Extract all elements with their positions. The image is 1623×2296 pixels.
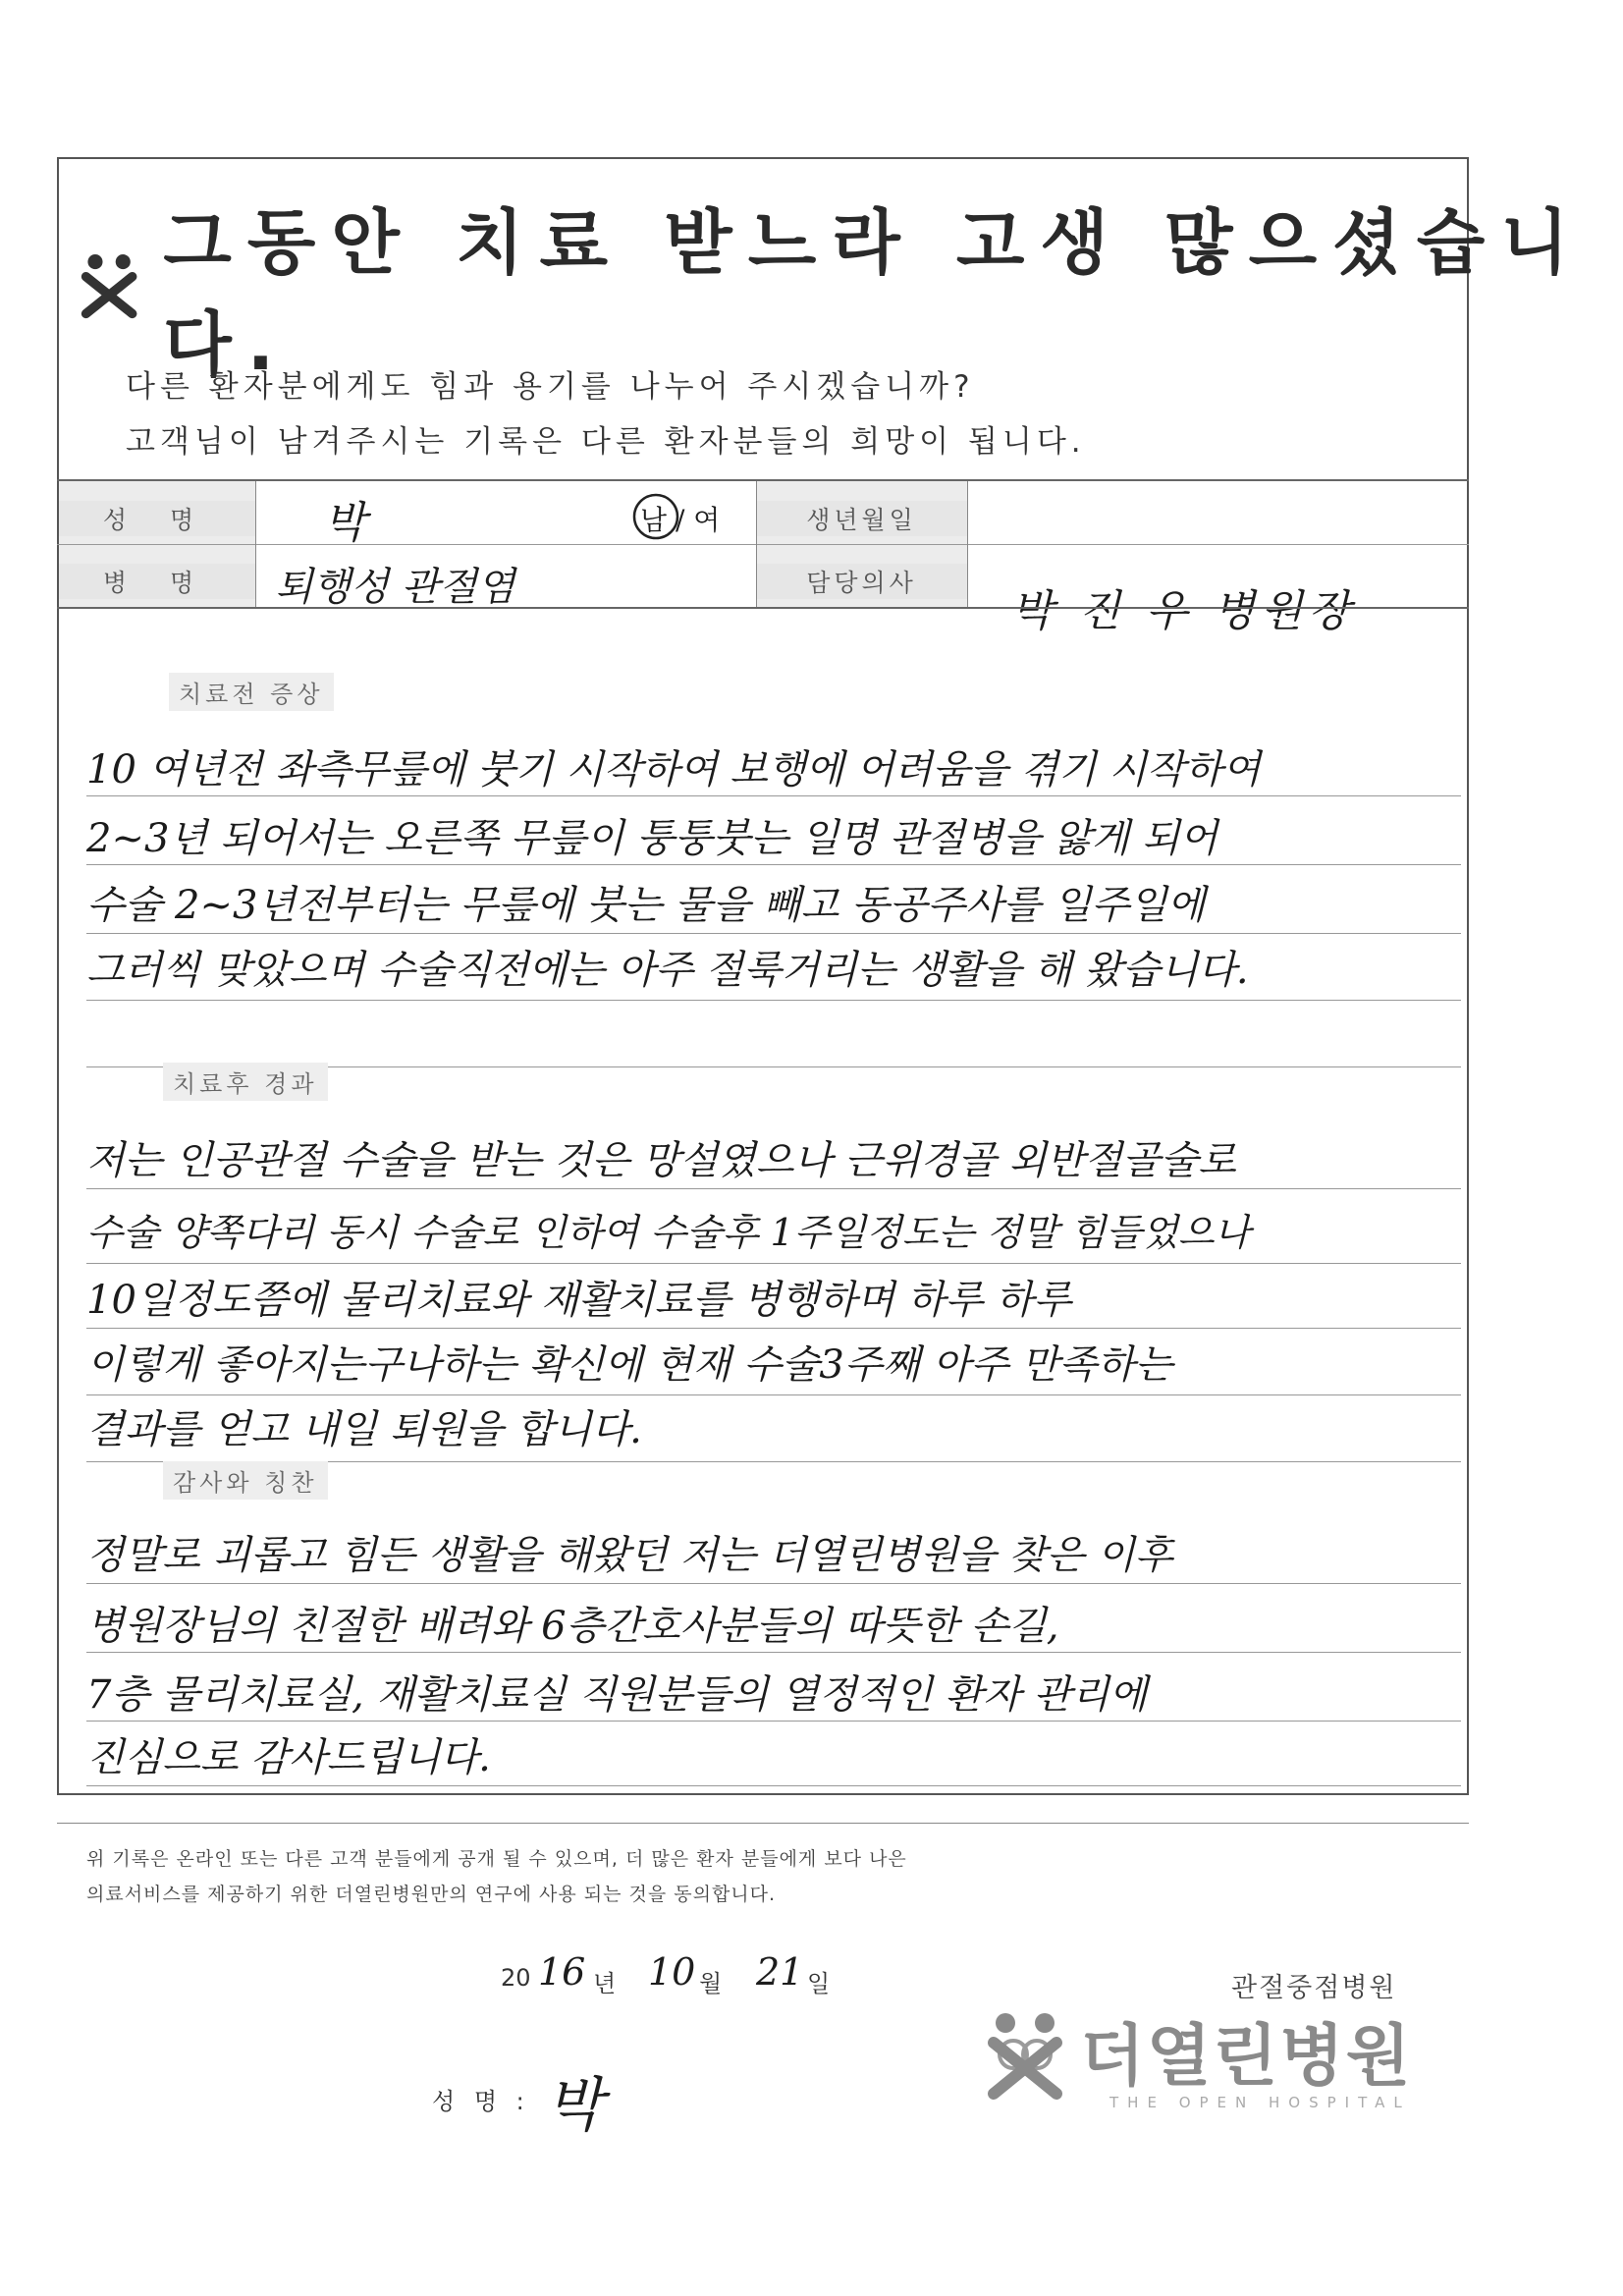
- consent-divider: [57, 1823, 1469, 1824]
- disease-label: 병 명: [59, 564, 255, 599]
- subtitle-line-1: 다른 환자분에게도 힘과 용기를 나누어 주시겠습니까?: [126, 369, 975, 405]
- page-title: 그동안 치료 받느라 고생 많으셨습니다.: [163, 201, 1585, 386]
- after-line-5: 결과를 얻고 내일 퇴원을 합니다.: [86, 1407, 642, 1452]
- thanks-line-2: 병원장님의 친절한 배려와 6층간호사분들의 따뜻한 손길,: [86, 1604, 1059, 1649]
- date-year: 16: [538, 1950, 586, 1994]
- subtitle-line-2: 고객님이 남겨주시는 기록은 다른 환자분들의 희망이 됩니다.: [126, 424, 1086, 460]
- info-divider-3: [967, 481, 968, 607]
- hospital-tagline: 관절중점병원: [1231, 1973, 1397, 2003]
- after-line-4: 이렇게 좋아지는구나하는 확신에 현재 수술3주째 아주 만족하는: [86, 1342, 1173, 1388]
- hospital-name-en: THE OPEN HOSPITAL: [1109, 2094, 1411, 2111]
- thanks-line-4: 진심으로 감사드립니다.: [86, 1735, 491, 1780]
- info-divider-1: [255, 481, 256, 607]
- after-treatment-label: 치료후 경과: [163, 1063, 328, 1101]
- date-month-unit: 월: [699, 1970, 723, 1997]
- title-row: [79, 201, 1623, 386]
- date-year-unit: 년: [593, 1970, 617, 1997]
- date-day-unit: 일: [807, 1970, 831, 1997]
- date-day: 21: [756, 1950, 804, 1994]
- after-line-2: 수술 양쪽다리 동시 수술로 인하여 수술후 1주일정도는 정말 힘들었으나: [86, 1211, 1251, 1254]
- rule-line: [86, 1000, 1461, 1001]
- date-month: 10: [648, 1950, 696, 1994]
- info-table-bottom-border: [57, 607, 1469, 609]
- disease-value: 퇴행성 관절염: [275, 565, 515, 610]
- hospital-name: 더열린병원: [1080, 2018, 1413, 2096]
- hospital-logo-icon: [79, 246, 139, 329]
- thanks-line-3: 7층 물리치료실, 재활치료실 직원분들의 열정적인 환자 관리에: [86, 1672, 1148, 1718]
- doctor-label: 담당의사: [756, 564, 967, 599]
- before-line-3: 수술 2~3년전부터는 무릎에 붓는 물을 빼고 동공주사를 일주일에: [86, 883, 1206, 928]
- info-divider-2: [756, 481, 757, 607]
- consent-line-2: 의료서비스를 제공하기 위한 더열린병원만의 연구에 사용 되는 것을 동의합니다.: [86, 1884, 777, 1905]
- rule-line: [86, 1328, 1461, 1329]
- consent-line-1: 위 기록은 온라인 또는 다른 고객 분들에게 공개 될 수 있으며, 더 많은 환자 분들에게 보다 나은: [86, 1848, 907, 1870]
- rule-line: [86, 1394, 1461, 1395]
- rule-line: [86, 1785, 1461, 1786]
- thanks-line-1: 정말로 괴롭고 힘든 생활을 해왔던 저는 더열린병원을 찾은 이후: [86, 1533, 1173, 1578]
- before-line-1: 10 여년전 좌측무릎에 붓기 시작하여 보행에 어려움을 겪기 시작하여: [86, 747, 1261, 793]
- rule-line: [86, 1583, 1461, 1584]
- doctor-value: 박 진 우 병원장: [1011, 586, 1356, 636]
- info-table-middle-border: [57, 544, 1469, 545]
- rule-line: [86, 1652, 1461, 1653]
- before-treatment-label: 치료전 증상: [169, 673, 334, 711]
- before-line-4: 그러씩 맞았으며 수술직전에는 아주 절룩거리는 생활을 해 왔습니다.: [86, 948, 1249, 993]
- date-year-prefix: 20: [501, 1964, 531, 1992]
- name-value: 박: [324, 498, 366, 548]
- rule-line: [86, 1721, 1461, 1722]
- after-line-3: 10일정도쯤에 물리치료와 재활치료를 병행하며 하루 하루: [86, 1278, 1072, 1323]
- after-line-1: 저는 인공관절 수술을 받는 것은 망설였으나 근위경골 외반절골술로: [86, 1138, 1236, 1183]
- rule-line: [86, 1263, 1461, 1264]
- before-line-2: 2~3년 되어서는 오른쪽 무릎이 퉁퉁붓는 일명 관절병을 앓게 되어: [86, 816, 1218, 861]
- name-label: 성 명: [59, 501, 255, 536]
- signature-value: 박: [546, 2071, 603, 2140]
- hospital-logo-icon: [976, 2003, 1074, 2102]
- rule-line: [86, 1188, 1461, 1189]
- gender-circle-mark: [628, 489, 683, 544]
- rule-line: [86, 795, 1461, 796]
- birth-label: 생년월일: [756, 501, 967, 536]
- gender-value: 남 / 여: [640, 504, 721, 536]
- rule-line: [86, 864, 1461, 865]
- rule-line: [86, 933, 1461, 934]
- signature-label: 성 명 :: [432, 2088, 530, 2115]
- thanks-label: 감사와 칭찬: [163, 1461, 328, 1500]
